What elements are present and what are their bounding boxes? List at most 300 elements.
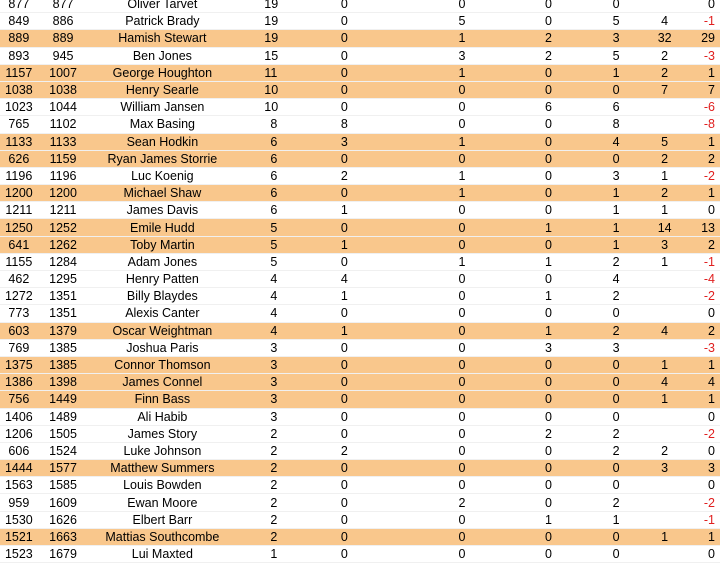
col-new-cell	[641, 305, 689, 322]
rank-cell: 1449	[38, 391, 89, 408]
player-name-cell: Billy Blaydes	[88, 288, 236, 305]
col-b-cell: 0	[418, 442, 505, 459]
table-row	[0, 356, 720, 373]
table-row	[0, 477, 720, 494]
change-cell: 0	[689, 0, 720, 13]
col-new-cell	[641, 288, 689, 305]
col-a-cell: 0	[340, 495, 348, 510]
col-b-cell: 0	[418, 511, 505, 528]
points-group	[236, 133, 418, 150]
col-b-cell: 1	[418, 185, 505, 202]
prev-rank-cell: 626	[0, 150, 38, 167]
col-new-cell: 2	[641, 442, 689, 459]
prev-rank-cell: 849	[0, 13, 38, 30]
points-group	[236, 150, 418, 167]
col-b-cell: 1	[418, 64, 505, 81]
col-c-cell: 0	[506, 81, 592, 98]
rank-cell: 1295	[38, 271, 89, 288]
change-cell: -2	[689, 494, 720, 511]
player-name-cell: Ryan James Storrie	[88, 150, 236, 167]
rank-cell: 1626	[38, 511, 89, 528]
col-total-cell: 2	[591, 253, 640, 270]
points-cell: 1	[270, 547, 278, 562]
player-name-cell: Finn Bass	[88, 391, 236, 408]
prev-rank-cell: 1038	[0, 81, 38, 98]
rank-cell: 1679	[38, 546, 89, 563]
col-b-cell: 0	[418, 425, 505, 442]
col-c-cell: 0	[506, 494, 592, 511]
table-row	[0, 442, 720, 459]
points-cell: 10	[264, 100, 279, 115]
points-cell: 2	[270, 529, 278, 544]
change-cell: 13	[689, 219, 720, 236]
points-cell: 3	[270, 392, 278, 407]
points-group	[236, 99, 418, 116]
points-cell: 6	[270, 186, 278, 201]
col-total-cell: 0	[591, 305, 640, 322]
rank-cell: 1102	[38, 116, 89, 133]
points-group	[236, 0, 418, 13]
col-b-cell: 0	[418, 477, 505, 494]
col-a-cell: 0	[340, 306, 348, 321]
change-cell: 0	[689, 408, 720, 425]
col-b-cell: 0	[418, 99, 505, 116]
player-name-cell: Oliver Tarvet	[88, 0, 236, 13]
player-name-cell: Luc Koenig	[88, 167, 236, 184]
points-cell: 4	[270, 289, 278, 304]
rank-cell: 877	[38, 0, 89, 13]
prev-rank-cell: 1023	[0, 99, 38, 116]
col-b-cell: 2	[418, 494, 505, 511]
prev-rank-cell: 1523	[0, 546, 38, 563]
col-new-cell: 2	[641, 185, 689, 202]
rank-cell: 1577	[38, 460, 89, 477]
col-b-cell: 0	[418, 236, 505, 253]
points-cell: 2	[270, 426, 278, 441]
player-name-cell: Joshua Paris	[88, 339, 236, 356]
prev-rank-cell: 1563	[0, 477, 38, 494]
points-group	[236, 185, 418, 202]
col-c-cell: 1	[506, 219, 592, 236]
col-b-cell: 0	[418, 81, 505, 98]
table-row	[0, 339, 720, 356]
rank-cell: 1007	[38, 64, 89, 81]
col-new-cell: 4	[641, 374, 689, 391]
table-row	[0, 460, 720, 477]
player-name-cell: Matthew Summers	[88, 460, 236, 477]
points-cell: 3	[270, 340, 278, 355]
col-c-cell: 0	[506, 528, 592, 545]
table-row	[0, 81, 720, 98]
col-b-cell: 1	[418, 253, 505, 270]
points-group	[236, 116, 418, 133]
change-cell: 1	[689, 185, 720, 202]
col-total-cell: 0	[591, 477, 640, 494]
player-name-cell: William Jansen	[88, 99, 236, 116]
player-name-cell: Toby Martin	[88, 236, 236, 253]
points-cell: 3	[270, 409, 278, 424]
col-new-cell	[641, 425, 689, 442]
col-b-cell: 0	[418, 408, 505, 425]
change-cell: -2	[689, 425, 720, 442]
player-name-cell: Mattias Southcombe	[88, 528, 236, 545]
points-group	[236, 425, 418, 442]
prev-rank-cell: 1250	[0, 219, 38, 236]
points-cell: 19	[264, 0, 279, 12]
rank-cell: 1159	[38, 150, 89, 167]
col-total-cell: 5	[591, 13, 640, 30]
player-name-cell: Ali Habib	[88, 408, 236, 425]
col-total-cell: 1	[591, 185, 640, 202]
points-group	[236, 322, 418, 339]
col-c-cell: 0	[506, 202, 592, 219]
rank-cell: 1385	[38, 339, 89, 356]
points-cell: 15	[264, 48, 279, 63]
rank-cell: 1379	[38, 322, 89, 339]
prev-rank-cell: 603	[0, 322, 38, 339]
col-new-cell	[641, 408, 689, 425]
col-a-cell: 0	[340, 392, 348, 407]
player-name-cell: Alexis Canter	[88, 305, 236, 322]
col-new-cell: 1	[641, 167, 689, 184]
change-cell: 4	[689, 374, 720, 391]
col-total-cell: 2	[591, 322, 640, 339]
col-b-cell: 0	[418, 322, 505, 339]
col-b-cell: 0	[418, 460, 505, 477]
col-c-cell: 0	[506, 305, 592, 322]
prev-rank-cell: 1444	[0, 460, 38, 477]
col-c-cell: 2	[506, 30, 592, 47]
col-b-cell: 0	[418, 391, 505, 408]
change-cell: 29	[689, 30, 720, 47]
col-c-cell: 1	[506, 511, 592, 528]
col-a-cell: 0	[340, 65, 348, 80]
col-new-cell	[641, 494, 689, 511]
col-new-cell: 3	[641, 236, 689, 253]
rank-cell: 1196	[38, 167, 89, 184]
col-b-cell: 1	[418, 30, 505, 47]
points-group	[236, 442, 418, 459]
prev-rank-cell: 1211	[0, 202, 38, 219]
change-cell: 0	[689, 202, 720, 219]
col-c-cell: 0	[506, 408, 592, 425]
col-c-cell: 0	[506, 356, 592, 373]
points-group	[236, 253, 418, 270]
player-name-cell: Adam Jones	[88, 253, 236, 270]
points-group	[236, 219, 418, 236]
points-cell: 5	[270, 254, 278, 269]
col-a-cell: 1	[340, 323, 348, 338]
col-a-cell: 4	[340, 272, 348, 287]
col-total-cell: 3	[591, 339, 640, 356]
player-name-cell: Emile Hudd	[88, 219, 236, 236]
rank-cell: 1284	[38, 253, 89, 270]
rank-cell: 1398	[38, 374, 89, 391]
points-cell: 4	[270, 306, 278, 321]
col-c-cell: 0	[506, 236, 592, 253]
col-a-cell: 0	[340, 409, 348, 424]
col-total-cell: 2	[591, 494, 640, 511]
points-cell: 6	[270, 134, 278, 149]
col-a-cell: 0	[340, 0, 348, 12]
rank-cell: 1505	[38, 425, 89, 442]
change-cell: 0	[689, 477, 720, 494]
col-c-cell: 3	[506, 339, 592, 356]
player-name-cell: Lui Maxted	[88, 546, 236, 563]
col-b-cell: 5	[418, 13, 505, 30]
col-a-cell: 0	[340, 100, 348, 115]
points-cell: 19	[264, 31, 279, 46]
col-new-cell: 2	[641, 64, 689, 81]
player-name-cell: Oscar Weightman	[88, 322, 236, 339]
col-c-cell: 0	[506, 0, 592, 13]
points-group	[236, 30, 418, 47]
rank-cell: 889	[38, 30, 89, 47]
col-new-cell: 1	[641, 528, 689, 545]
player-name-cell: Elbert Barr	[88, 511, 236, 528]
prev-rank-cell: 1200	[0, 185, 38, 202]
col-b-cell: 0	[418, 546, 505, 563]
change-cell: -2	[689, 167, 720, 184]
table-row	[0, 150, 720, 167]
player-name-cell: James Story	[88, 425, 236, 442]
col-a-cell: 0	[340, 461, 348, 476]
col-b-cell: 1	[418, 167, 505, 184]
col-new-cell: 5	[641, 133, 689, 150]
rank-cell: 1351	[38, 288, 89, 305]
rank-cell: 1262	[38, 236, 89, 253]
col-a-cell: 0	[340, 340, 348, 355]
col-a-cell: 0	[340, 220, 348, 235]
rank-cell: 1385	[38, 356, 89, 373]
rank-cell: 1252	[38, 219, 89, 236]
player-name-cell: James Davis	[88, 202, 236, 219]
col-c-cell: 2	[506, 425, 592, 442]
points-cell: 6	[270, 203, 278, 218]
change-cell: 3	[689, 460, 720, 477]
col-c-cell: 0	[506, 546, 592, 563]
col-new-cell: 2	[641, 150, 689, 167]
points-group	[236, 477, 418, 494]
prev-rank-cell: 606	[0, 442, 38, 459]
table-row	[0, 236, 720, 253]
rank-cell: 1524	[38, 442, 89, 459]
prev-rank-cell: 641	[0, 236, 38, 253]
points-group	[236, 494, 418, 511]
col-a-cell: 2	[340, 168, 348, 183]
col-a-cell: 0	[340, 31, 348, 46]
points-cell: 3	[270, 375, 278, 390]
prev-rank-cell: 1133	[0, 133, 38, 150]
table-row	[0, 185, 720, 202]
col-b-cell: 0	[418, 374, 505, 391]
col-c-cell: 6	[506, 99, 592, 116]
col-total-cell: 2	[591, 442, 640, 459]
col-total-cell: 0	[591, 81, 640, 98]
col-b-cell: 0	[418, 0, 505, 13]
player-name-cell: Ben Jones	[88, 47, 236, 64]
col-new-cell: 32	[641, 30, 689, 47]
col-b-cell: 0	[418, 271, 505, 288]
rank-cell: 1038	[38, 81, 89, 98]
change-cell: 0	[689, 442, 720, 459]
points-cell: 2	[270, 495, 278, 510]
col-new-cell: 1	[641, 253, 689, 270]
table-row	[0, 167, 720, 184]
col-a-cell: 0	[340, 358, 348, 373]
prev-rank-cell: 1521	[0, 528, 38, 545]
change-cell: -3	[689, 339, 720, 356]
col-c-cell: 2	[506, 47, 592, 64]
col-b-cell: 0	[418, 202, 505, 219]
col-c-cell: 0	[506, 13, 592, 30]
col-a-cell: 0	[340, 254, 348, 269]
table-row	[0, 47, 720, 64]
points-group	[236, 167, 418, 184]
col-c-cell: 0	[506, 442, 592, 459]
points-group	[236, 374, 418, 391]
rank-cell: 886	[38, 13, 89, 30]
table-row	[0, 546, 720, 563]
prev-rank-cell: 1157	[0, 64, 38, 81]
col-c-cell: 0	[506, 477, 592, 494]
prev-rank-cell: 1272	[0, 288, 38, 305]
points-cell: 4	[270, 323, 278, 338]
col-new-cell	[641, 271, 689, 288]
change-cell: 1	[689, 133, 720, 150]
points-group	[236, 288, 418, 305]
rank-cell: 1351	[38, 305, 89, 322]
points-cell: 3	[270, 358, 278, 373]
col-total-cell: 0	[591, 0, 640, 13]
table-row	[0, 253, 720, 270]
col-c-cell: 1	[506, 322, 592, 339]
change-cell: -2	[689, 288, 720, 305]
col-total-cell: 2	[591, 425, 640, 442]
points-cell: 2	[270, 478, 278, 493]
col-total-cell: 0	[591, 150, 640, 167]
col-total-cell: 0	[591, 546, 640, 563]
col-total-cell: 1	[591, 64, 640, 81]
points-group	[236, 236, 418, 253]
col-b-cell: 0	[418, 339, 505, 356]
player-name-cell: Luke Johnson	[88, 442, 236, 459]
col-total-cell: 3	[591, 30, 640, 47]
col-total-cell: 0	[591, 528, 640, 545]
col-new-cell: 7	[641, 81, 689, 98]
points-group	[236, 546, 418, 563]
prev-rank-cell: 1386	[0, 374, 38, 391]
col-total-cell: 1	[591, 219, 640, 236]
points-cell: 6	[270, 168, 278, 183]
change-cell: -8	[689, 116, 720, 133]
table-row	[0, 99, 720, 116]
prev-rank-cell: 756	[0, 391, 38, 408]
change-cell: 1	[689, 528, 720, 545]
col-new-cell	[641, 546, 689, 563]
rank-cell: 1200	[38, 185, 89, 202]
player-name-cell: Ewan Moore	[88, 494, 236, 511]
col-total-cell: 5	[591, 47, 640, 64]
points-group	[236, 13, 418, 30]
col-a-cell: 0	[340, 48, 348, 63]
points-cell: 10	[264, 83, 279, 98]
col-total-cell: 0	[591, 408, 640, 425]
table-row	[0, 133, 720, 150]
points-cell: 8	[270, 117, 278, 132]
points-cell: 2	[270, 512, 278, 527]
table-row	[0, 13, 720, 30]
points-group	[236, 460, 418, 477]
col-a-cell: 2	[340, 443, 348, 458]
col-total-cell: 1	[591, 511, 640, 528]
points-group	[236, 81, 418, 98]
col-a-cell: 0	[340, 151, 348, 166]
player-name-cell: George Houghton	[88, 64, 236, 81]
col-c-cell: 0	[506, 116, 592, 133]
table-row	[0, 391, 720, 408]
rank-cell: 1211	[38, 202, 89, 219]
points-group	[236, 339, 418, 356]
col-new-cell: 1	[641, 356, 689, 373]
col-a-cell: 1	[340, 289, 348, 304]
col-new-cell: 4	[641, 322, 689, 339]
change-cell: 2	[689, 236, 720, 253]
rank-cell: 1489	[38, 408, 89, 425]
points-cell: 2	[270, 443, 278, 458]
col-total-cell: 3	[591, 167, 640, 184]
col-b-cell: 0	[418, 150, 505, 167]
col-new-cell: 1	[641, 391, 689, 408]
col-total-cell: 6	[591, 99, 640, 116]
col-b-cell: 0	[418, 356, 505, 373]
points-group	[236, 47, 418, 64]
col-c-cell: 1	[506, 253, 592, 270]
col-total-cell: 0	[591, 374, 640, 391]
points-cell: 5	[270, 220, 278, 235]
col-new-cell	[641, 477, 689, 494]
col-new-cell	[641, 339, 689, 356]
prev-rank-cell: 1375	[0, 356, 38, 373]
rank-cell: 1044	[38, 99, 89, 116]
col-a-cell: 0	[340, 375, 348, 390]
table-row	[0, 0, 720, 13]
prev-rank-cell: 765	[0, 116, 38, 133]
rank-cell: 1609	[38, 494, 89, 511]
col-a-cell: 0	[340, 83, 348, 98]
prev-rank-cell: 1530	[0, 511, 38, 528]
col-a-cell: 0	[340, 426, 348, 441]
player-name-cell: Max Basing	[88, 116, 236, 133]
col-b-cell: 0	[418, 528, 505, 545]
points-group	[236, 511, 418, 528]
table-row	[0, 374, 720, 391]
col-b-cell: 0	[418, 219, 505, 236]
table-row	[0, 219, 720, 236]
points-cell: 2	[270, 461, 278, 476]
table-row	[0, 202, 720, 219]
col-c-cell: 0	[506, 64, 592, 81]
col-b-cell: 1	[418, 133, 505, 150]
table-row	[0, 425, 720, 442]
col-b-cell: 0	[418, 305, 505, 322]
col-total-cell: 4	[591, 133, 640, 150]
col-c-cell: 1	[506, 288, 592, 305]
prev-rank-cell: 893	[0, 47, 38, 64]
col-a-cell: 0	[340, 547, 348, 562]
points-group	[236, 271, 418, 288]
col-new-cell: 1	[641, 202, 689, 219]
